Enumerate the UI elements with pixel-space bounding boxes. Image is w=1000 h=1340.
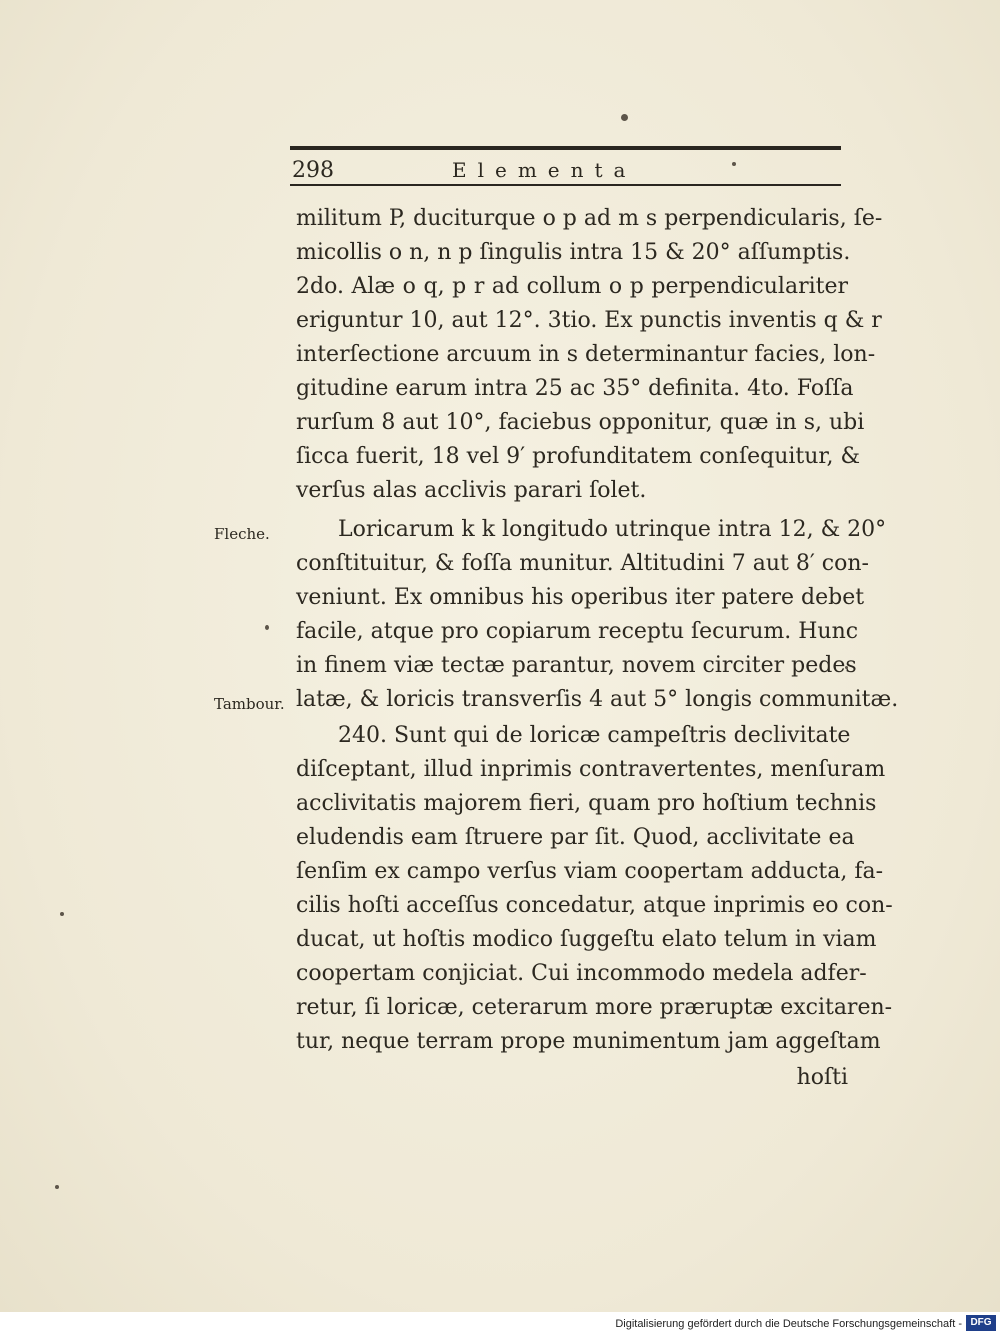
paper-speck [621,114,628,121]
text-line: diſceptant, illud inprimis contravertentes, menſuram [296,757,886,782]
dfg-logo: DFG [966,1315,996,1331]
text-line: tur, neque terram prope munimentum jam aggeſtam [296,1029,881,1054]
text-line: verſus alas acclivis parari ſolet. [296,478,647,503]
text-line: interſectione arcuum in s determinantur facies, lon- [296,342,876,367]
text-line: ducat, ut hoſtis modico ſuggeſtu elato telum in viam [296,927,877,952]
text-line: gitudine earum intra 25 ac 35° definita. 4to. Foſſa [296,376,854,401]
text-line: militum P, duciturque o p ad m s perpendicularis, ſe- [296,206,883,231]
text-line: conſtituitur, & foſſa munitur. Altitudini 7 aut 8′ con- [296,551,869,576]
paper-speck [265,625,269,630]
text-line: latæ, & loricis transverſis 4 aut 5° longis communitæ. [296,687,899,712]
text-line: coopertam conjiciat. Cui incommodo medela adfer- [296,961,867,986]
marginal-note-fleche: Fleche. [214,525,270,543]
header-rule-top [290,146,841,150]
text-line: retur, ſi loricæ, ceterarum more præruptæ excitaren- [296,995,893,1020]
catchword: hoſti [796,1065,848,1090]
paper-speck [60,912,64,916]
text-line: acclivitatis majorem fieri, quam pro hoſtium technis [296,791,877,816]
text-line: ſenſim ex campo verſus viam coopertam adducta, fa- [296,859,884,884]
header-rule-bottom [290,184,841,186]
marginal-note-tambour: Tambour. [214,695,285,713]
paper-speck [55,1185,59,1189]
text-line: cilis hoſti acceſſus concedatur, atque inprimis eo con- [296,893,893,918]
text-line: facile, atque pro copiarum receptu ſecurum. Hunc [296,619,859,644]
text-line: eludendis eam ſtruere par ſit. Quod, acclivitate ea [296,825,855,850]
text-line: veniunt. Ex omnibus his operibus iter patere debet [296,585,865,610]
paper-speck [732,162,736,166]
text-line: rurſum 8 aut 10°, faciebus opponitur, quæ in s, ubi [296,410,865,435]
text-line: Loricarum k k longitudo utrinque intra 12, & 20° [338,517,887,542]
text-line: micollis o n, n p ſingulis intra 15 & 20° aſſumptis. [296,240,851,265]
text-line: eriguntur 10, aut 12°. 3tio. Ex punctis inventis q & r [296,308,882,333]
text-line: ſicca fuerit, 18 vel 9′ profunditatem conſequitur, & [296,444,861,469]
text-line: in finem viæ tectæ parantur, novem circiter pedes [296,653,857,678]
page-number: 298 [292,158,334,183]
section-240-start: 240. Sunt qui de loricæ campeſtris declivitate [338,723,851,748]
running-head: Elementa [452,158,637,182]
footer-credit: Digitalisierung gefördert durch die Deutsche Forschungsgemeinschaft - [615,1318,962,1330]
text-line: 2do. Alæ o q, p r ad collum o p perpendiculariter [296,274,848,299]
